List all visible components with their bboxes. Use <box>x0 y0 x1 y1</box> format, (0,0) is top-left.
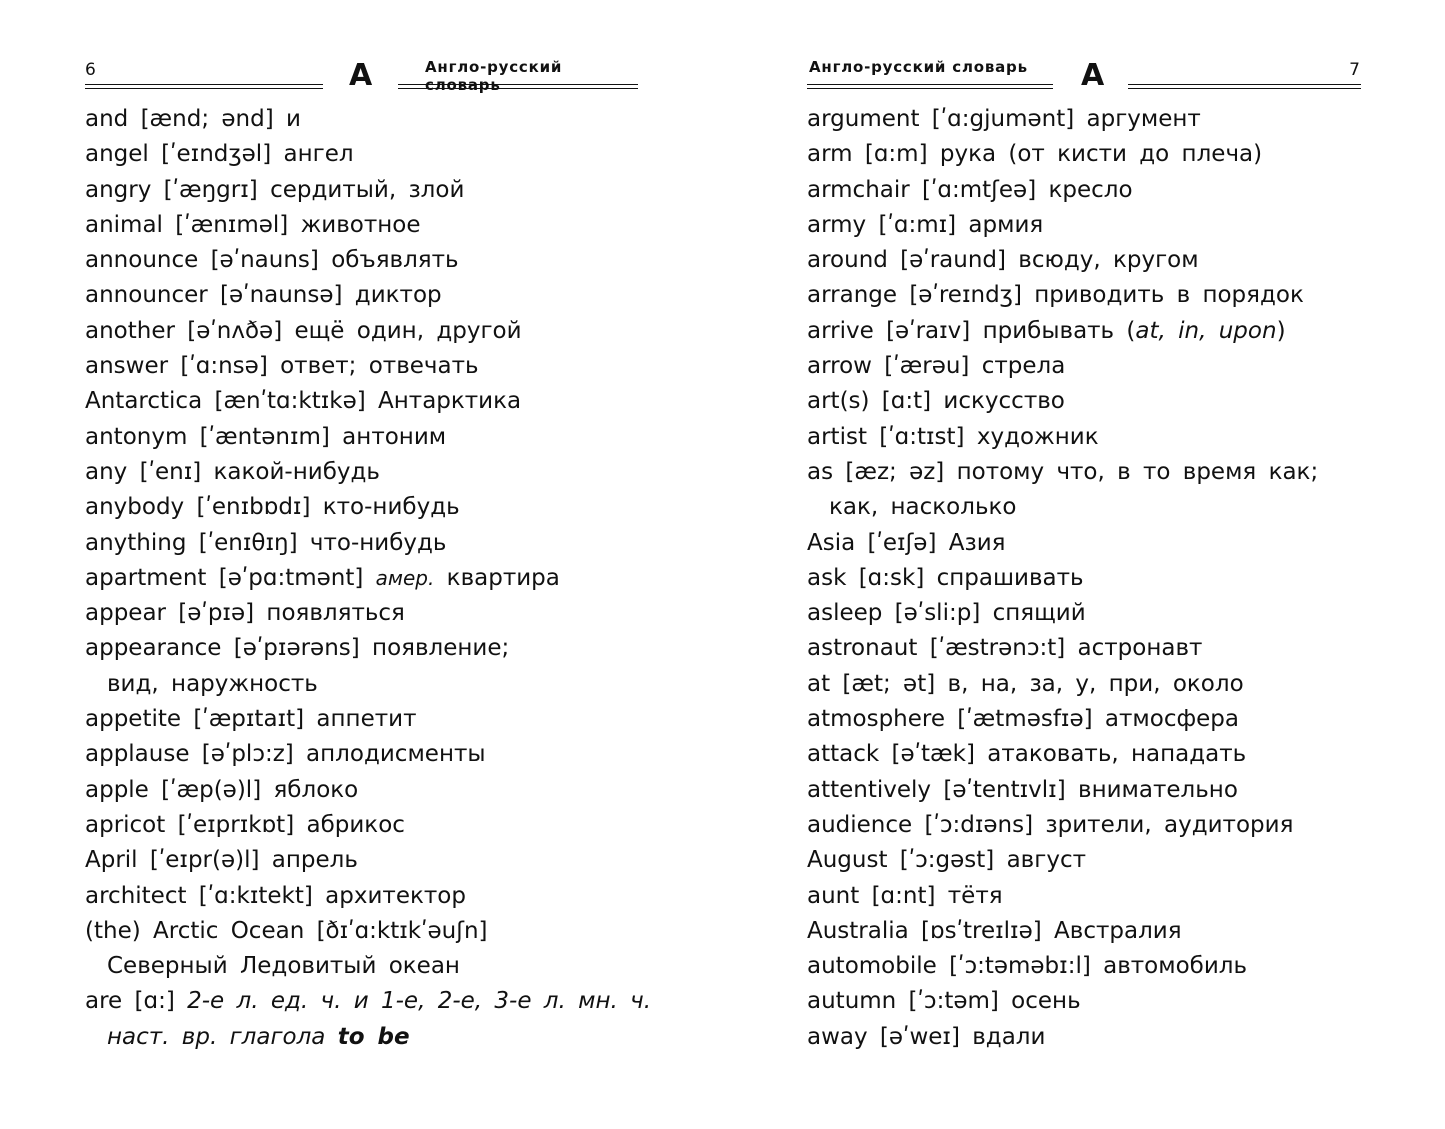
right-page-header <box>807 56 1362 96</box>
entry-arrange: arrange [əʹreɪndʒ] приводить в порядок <box>807 282 1304 309</box>
entry-apartment <box>85 561 645 596</box>
entry-audience: audience [ʹɔ:dɪəns] зрители, аудитория <box>807 811 1294 838</box>
entry-appearance-continued: вид, наружность <box>107 670 318 697</box>
entry-asleep: asleep [əʹsli:p] спящий <box>807 600 1086 627</box>
entry-arrive <box>807 314 1367 349</box>
entry-april: April [ʹeɪpr(ə)l] апрель <box>85 847 358 874</box>
entry-anybody: anybody [ʹenɪbɒdɪ] кто-нибудь <box>85 494 460 521</box>
entry-and: and [ænd; ənd] и <box>85 106 301 132</box>
header-rule <box>1128 84 1361 89</box>
entry-asia: Asia [ʹeɪʃə] Азия <box>807 529 1006 556</box>
left-page <box>85 0 652 1129</box>
entry-announce: announce [əʹnauns] объявлять <box>85 247 459 274</box>
entry-attack: attack [əʹtæk] атаковать, нападать <box>807 741 1247 768</box>
entry-arrow: arrow [ʹærəu] стрела <box>807 353 1066 380</box>
running-title: Англо-русский словарь <box>425 58 563 94</box>
entry-angel: angel [ʹeɪndʒəl] ангел <box>85 141 354 168</box>
entry-headword-transcription: are [ɑ:] <box>85 988 175 1015</box>
entry-australia: Australia [ɒsʹtreɪlɪə] Австралия <box>807 917 1182 944</box>
entry-appear: appear [əʹpɪə] появляться <box>85 600 405 627</box>
entry-are-continued <box>85 1020 645 1055</box>
entry-arts: art(s) [ɑ:t] искусство <box>807 388 1065 415</box>
entry-animal: animal [ʹænɪməl] животное <box>85 211 421 238</box>
right-page <box>807 0 1362 1129</box>
header-rule <box>398 84 638 89</box>
entry-august: August [ʹɔ:gəst] август <box>807 847 1086 874</box>
entry-architect: architect [ʹɑ:kɪtekt] архитектор <box>85 882 466 909</box>
entry-another: another [əʹnʌðə] ещё один, другой <box>85 317 522 344</box>
entry-away: away [əʹweɪ] вдали <box>807 1023 1046 1050</box>
preposition-note: at, in, upon <box>1135 317 1277 344</box>
section-letter: А <box>349 58 373 93</box>
entry-around: around [əʹraund] всюду, кругом <box>807 247 1199 274</box>
entry-aunt: aunt [ɑ:nt] тётя <box>807 882 1003 909</box>
entry-are <box>85 984 652 1019</box>
entry-astronaut: astronaut [ʹæstrənɔ:t] астронавт <box>807 635 1203 662</box>
entry-apricot: apricot [ʹeɪprɪkɒt] абрикос <box>85 811 405 838</box>
entry-antarctica: Antarctica [ænʹtɑ:ktɪkə] Антарктика <box>85 388 522 415</box>
header-rule <box>85 84 323 89</box>
entry-at: at [æt; ət] в, на, за, у, при, около <box>807 670 1244 697</box>
grammar-note: наст. вр. глагола <box>107 1023 326 1050</box>
entry-army: army [ʹɑ:mɪ] армия <box>807 211 1044 238</box>
entry-applause: applause [əʹplɔ:z] аплодисменты <box>85 741 486 768</box>
entry-apple: apple [ʹæp(ə)l] яблоко <box>85 776 359 803</box>
entry-attentively: attentively [əʹtentɪvlɪ] внимательно <box>807 776 1238 803</box>
entry-as: as [æz; əz] потому что, в то время как; <box>807 458 1319 485</box>
usage-label: амер. <box>375 565 435 590</box>
entry-text: arrive [əʹraɪv] прибывать ( <box>807 317 1136 344</box>
section-letter: А <box>1081 58 1105 93</box>
entry-arm: arm [ɑ:m] рука (от кисти до плеча) <box>807 141 1263 168</box>
entry-answer: answer [ʹɑ:nsə] ответ; отвечать <box>85 353 479 380</box>
entry-antonym: antonym [ʹæntənɪm] антоним <box>85 423 447 450</box>
grammar-note: 2-е л. ед. ч. и 1-е, 2-е, 3-е л. мн. ч. <box>187 988 652 1015</box>
entry-angry: angry [ʹæŋgrɪ] сердитый, злой <box>85 176 465 203</box>
entry-headword-transcription: apartment [əʹpɑ:tmənt] <box>85 564 364 591</box>
entry-automobile: automobile [ʹɔ:təməbɪ:l] автомобиль <box>807 953 1248 980</box>
entry-appetite: appetite [ʹæpɪtaɪt] аппетит <box>85 706 417 733</box>
entry-text: ) <box>1276 317 1286 344</box>
entry-arctic-ocean: (the) Arctic Ocean [ðɪʹɑ:ktɪkʹəuʃn] <box>85 917 488 944</box>
page-number: 6 <box>85 60 96 80</box>
page-number: 7 <box>1349 60 1360 80</box>
entry-artist: artist [ʹɑ:tɪst] художник <box>807 423 1099 450</box>
entry-any: any [ʹenɪ] какой-нибудь <box>85 458 380 485</box>
entry-atmosphere: atmosphere [ʹætməsfɪə] атмосфера <box>807 706 1239 733</box>
entry-announcer: announcer [əʹnaunsə] диктор <box>85 282 442 309</box>
cross-reference: to be <box>337 1023 410 1050</box>
entry-as-continued: как, насколько <box>829 494 1017 521</box>
header-rule <box>807 84 1053 89</box>
running-title: Англо-русский словарь <box>809 58 1028 76</box>
entry-arctic-ocean-continued: Северный Ледовитый океан <box>107 953 460 980</box>
entry-autumn: autumn [ʹɔ:təm] осень <box>807 988 1081 1015</box>
entry-list <box>807 102 1367 1055</box>
entry-argument: argument [ʹɑ:gjumənt] аргумент <box>807 106 1201 132</box>
left-page-header <box>85 56 640 96</box>
entry-translation: квартира <box>446 564 560 591</box>
entry-appearance: appearance [əʹpɪərəns] появление; <box>85 635 510 662</box>
entry-ask: ask [ɑ:sk] спрашивать <box>807 564 1084 591</box>
entry-armchair: armchair [ʹɑ:mtʃeə] кресло <box>807 176 1133 203</box>
entry-anything: anything [ʹenɪθɪŋ] что-нибудь <box>85 529 447 556</box>
entry-list <box>85 102 652 1055</box>
